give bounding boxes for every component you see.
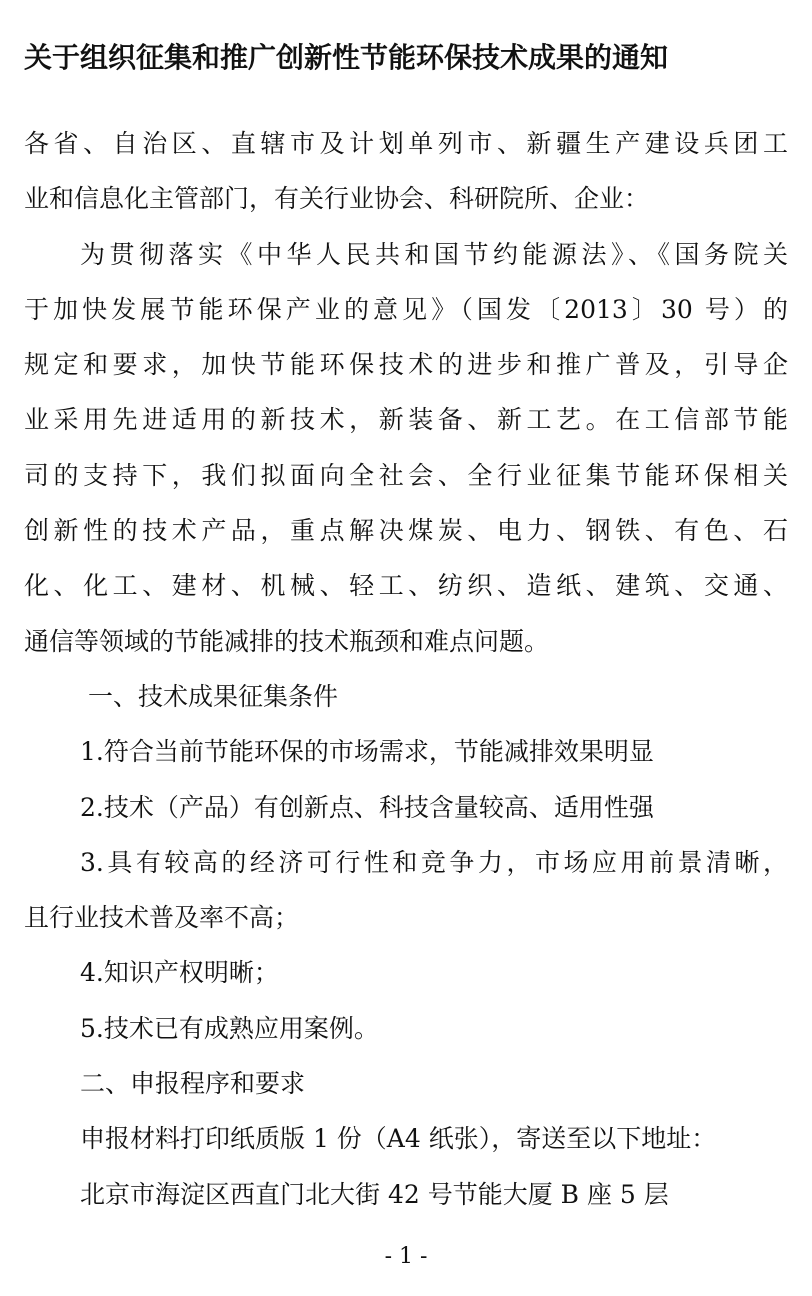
body-line-7: 司的支持下，我们拟面向全社会、全行业征集节能环保相关 [24,460,788,490]
condition-item-3-cont: 且行业技术普及率不高； [24,903,300,933]
body-line-9: 化、化工、建材、机械、轻工、纺织、造纸、建筑、交通、 [24,571,788,601]
submission-line-1: 申报材料打印纸质版 1 份（A4 纸张），寄送至以下地址： [80,1124,717,1154]
condition-item-1: 1.符合当前节能环保的市场需求，节能减排效果明显 [80,737,654,767]
body-line-5: 规定和要求，加快节能环保技术的进步和推广普及，引导企 [24,350,788,380]
document-title: 关于组织征集和推广创新性节能环保技术成果的通知 [24,41,669,74]
condition-item-3: 3.具有较高的经济可行性和竞争力，市场应用前景清晰， [80,847,788,877]
body-line-10: 通信等领域的节能减排的技术瓶颈和难点问题。 [24,626,550,656]
body-line-6: 业采用先进适用的新技术，新装备、新工艺。在工信部节能 [24,405,788,435]
body-line-4: 于加快发展节能环保产业的意见》（国发〔2013〕30 号）的 [24,294,788,324]
section-heading-2: 二、申报程序和要求 [80,1069,306,1099]
body-line-1: 各省、自治区、直辖市及计划单列市、新疆生产建设兵团工 [24,129,788,158]
page-number: - 1 - [384,1244,428,1269]
section-heading-1: 一、技术成果征集条件 [88,681,339,711]
body-line-2: 业和信息化主管部门，有关行业协会、科研院所、企业： [24,184,650,214]
body-line-8: 创新性的技术产品，重点解决煤炭、电力、钢铁、有色、石 [24,516,788,546]
address-line: 北京市海淀区西直门北大街 42 号节能大厦 B 座 5 层 [80,1179,669,1209]
condition-item-5: 5.技术已有成熟应用案例。 [80,1013,379,1043]
document-body [24,116,788,1222]
condition-item-4: 4.知识产权明晰； [80,958,279,988]
body-line-3: 为贯彻落实《中华人民共和国节约能源法》、《国务院关 [80,239,788,269]
condition-item-2: 2.技术（产品）有创新点、科技含量较高、适用性强 [80,792,654,822]
